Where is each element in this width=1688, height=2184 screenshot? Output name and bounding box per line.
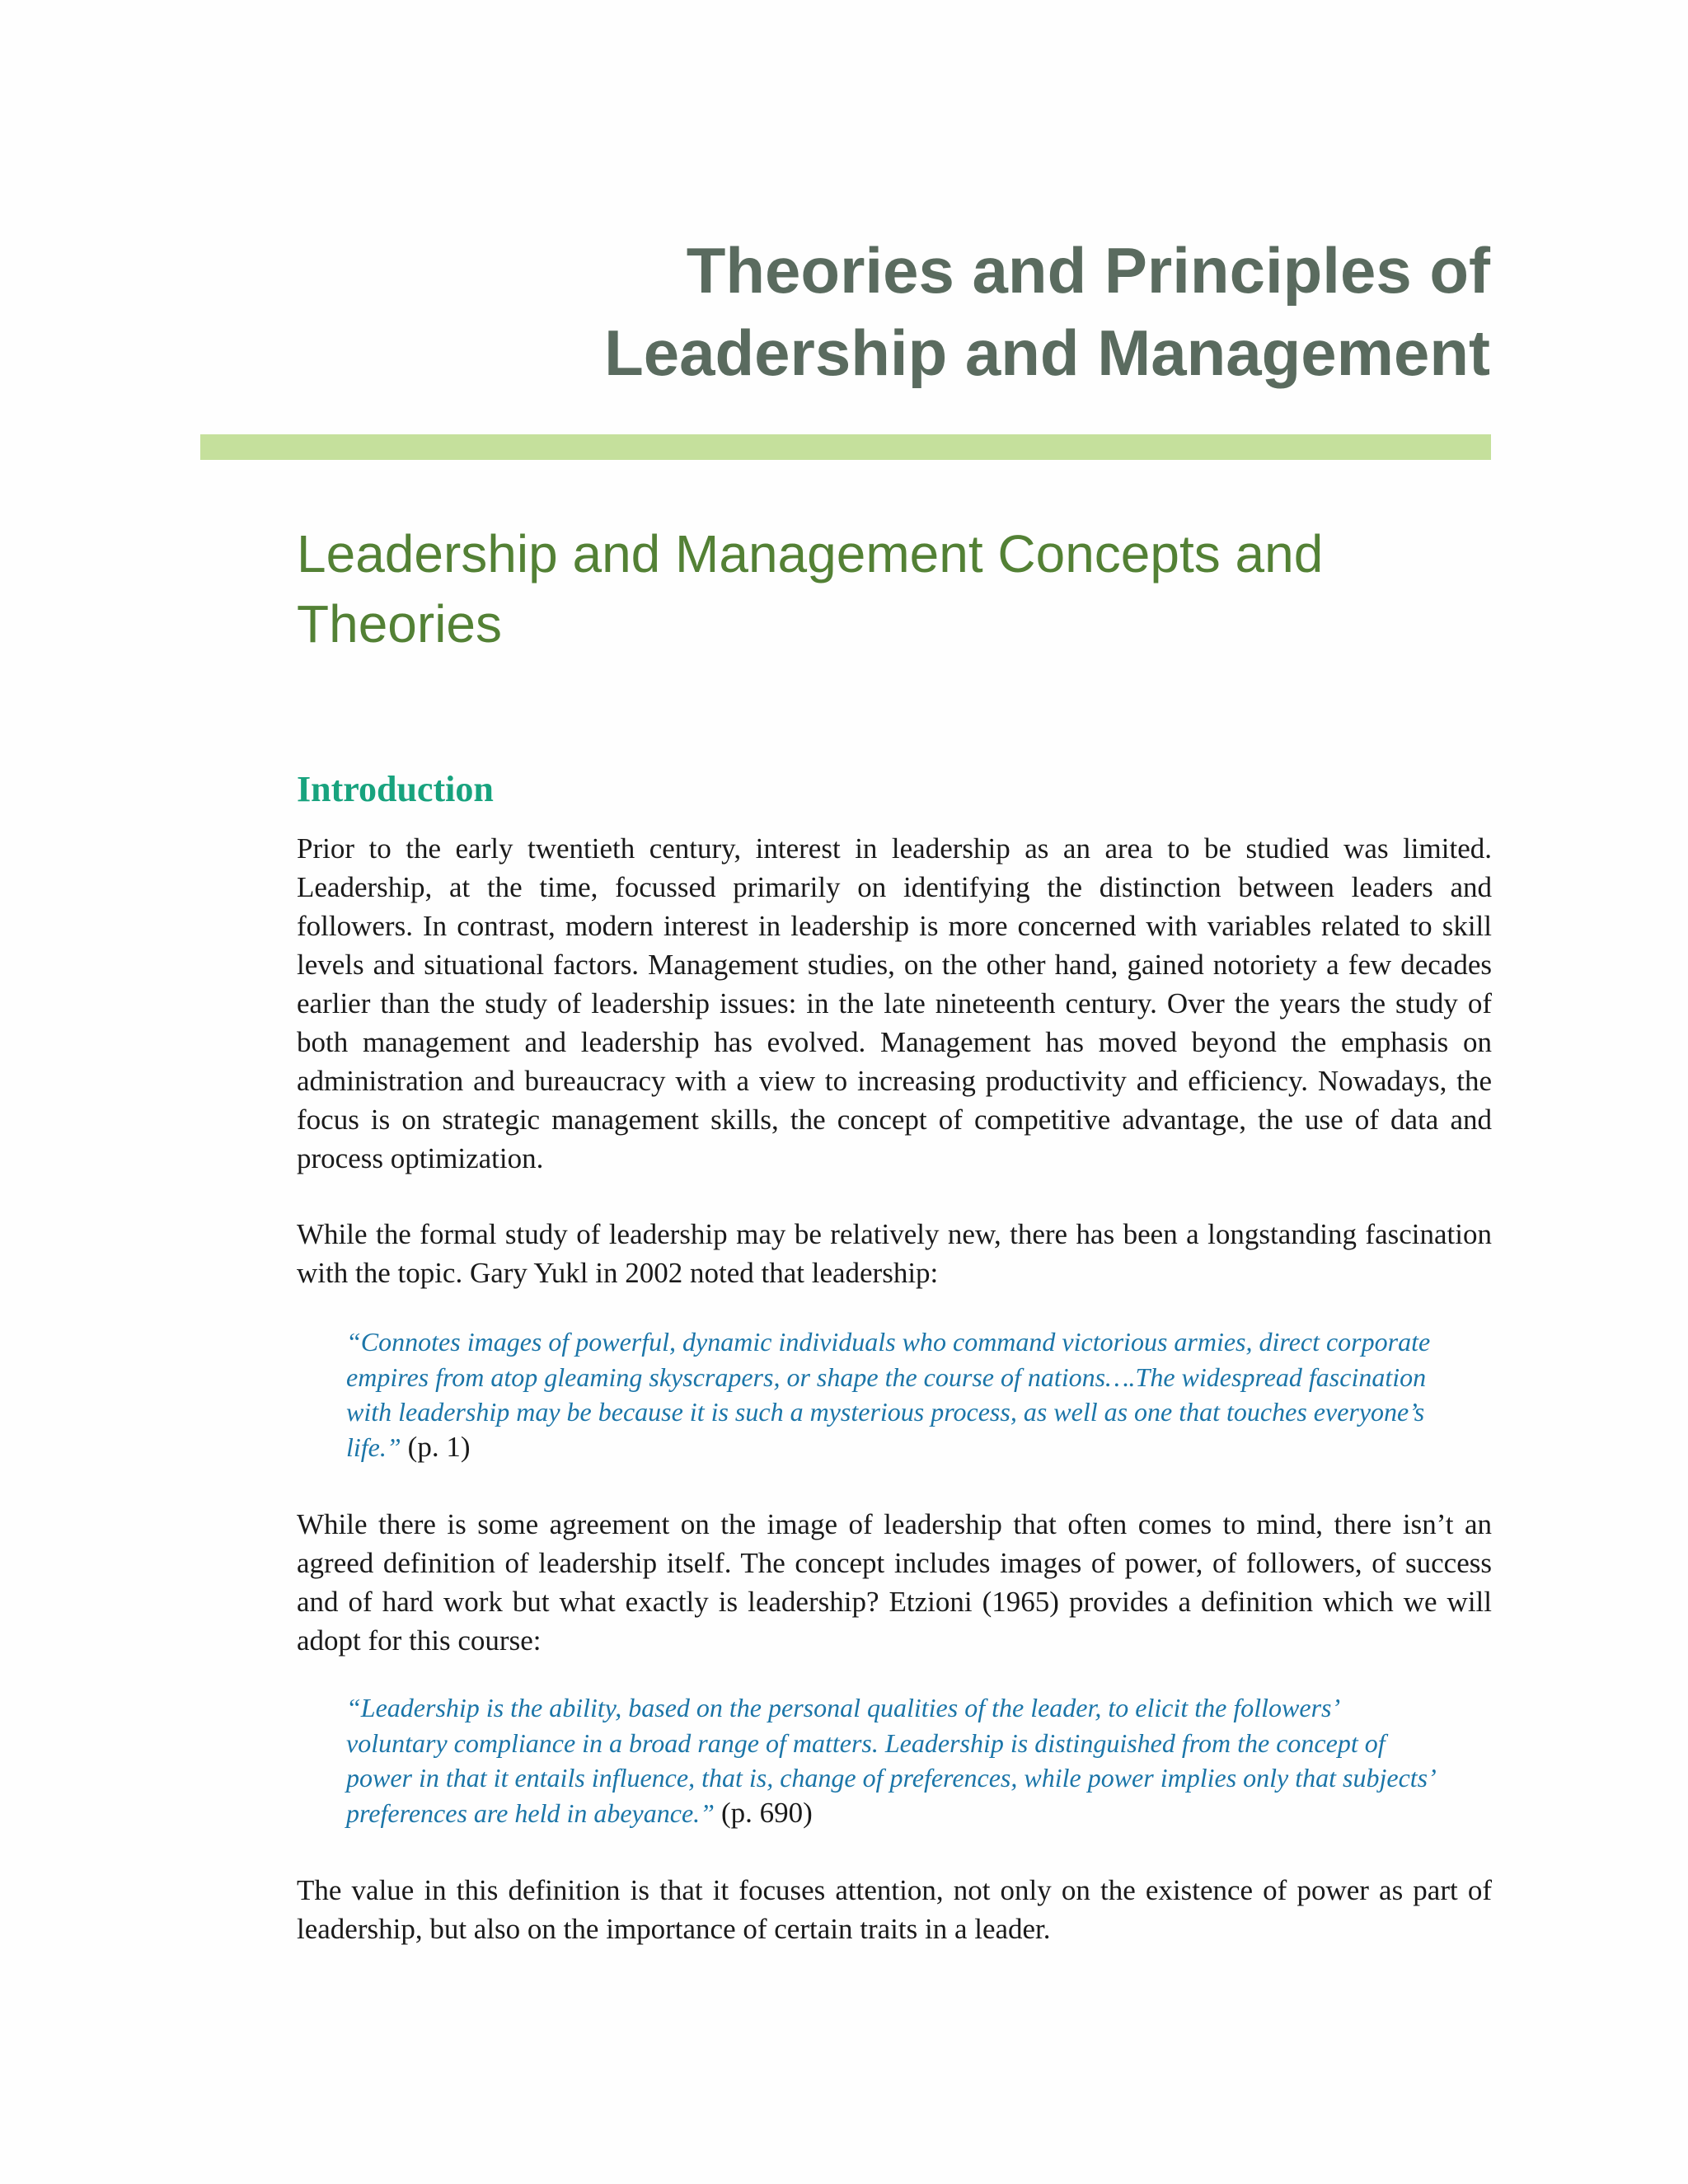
quote-yukl (346, 1324, 1434, 1465)
paragraph-4: The value in this definition is that it focuses attention, not only on the existence of power as part of leadership, but also on the importance of certain traits in a leader. (297, 1874, 1492, 1945)
document-title (336, 229, 1490, 394)
quote-etzioni-citation: (p. 690) (720, 1796, 813, 1829)
document-title-line-2: Leadership and Management (604, 316, 1490, 389)
section-title: Leadership and Management Concepts and Theories (297, 524, 1324, 654)
paragraph-1: Prior to the early twentieth century, interest in leadership as an area to be studied was limited. Leadership, at the time, focussed primarily on identifying the distinction between leaders and followers. In contrast, modern interest in leadership is more concerned with variables related to skill levels and situational factors. Management studies, on the other hand, gained notoriety a few decades earlier than the study of leadership issues: in the late nineteenth century. Over the years the study of both management and leadership has evolved. Management has moved beyond the emphasis on administration and bureaucracy with a view to increasing productivity and efficiency. Nowadays, the focus is on strategic management skills, the concept of competitive advantage, the use of data and process optimization. (297, 832, 1492, 1174)
document-title-line-1: Theories and Principles of (686, 234, 1490, 307)
title-divider (200, 434, 1491, 460)
introduction-heading: Introduction (297, 769, 494, 809)
quote-yukl-text: “Connotes images of powerful, dynamic individuals who command victorious armies, direct corporate empires from atop gleaming skyscrapers, or shape the course of nations….The widespread fascination with leadership may be because it is such a mysterious process, as well as one that touches everyone’s life.” (346, 1327, 1431, 1462)
quote-etzioni-text: “Leadership is the ability, based on the personal qualities of the leader, to elicit the followers’ voluntary compliance in a broad range of matters. Leadership is distinguished from the concept of power in that it entails influence, that is, change of preferences, while power implies only that subjects’ preferences are held in abeyance.” (346, 1693, 1434, 1828)
quote-yukl-citation: (p. 1) (407, 1430, 471, 1463)
paragraph-2: While the formal study of leadership may be relatively new, there has been a longstanding fascination with the topic. Gary Yukl in 2002 noted that leadership: (297, 1218, 1492, 1289)
paragraph-3: While there is some agreement on the image of leadership that often comes to mind, there isn’t an agreed definition of leadership itself. The concept includes images of power, of followers, of success and of hard work but what exactly is leadership? Etzioni (1965) provides a definition which we will adopt for this course: (297, 1508, 1492, 1657)
quote-etzioni (346, 1690, 1434, 1830)
